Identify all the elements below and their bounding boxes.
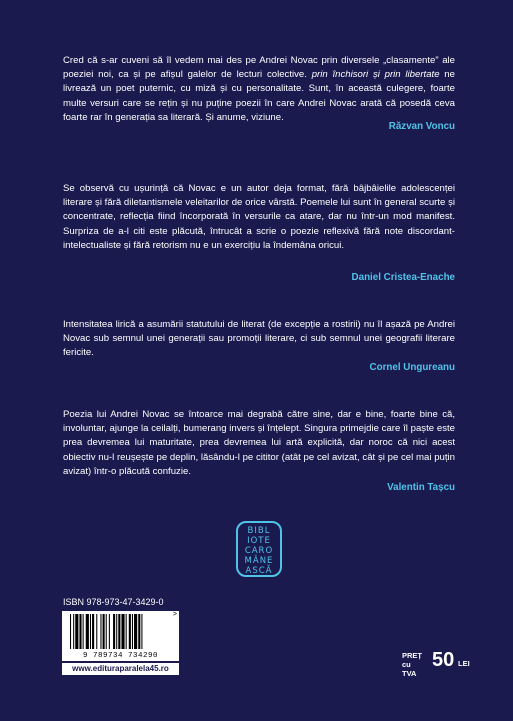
logo-line: BIBL [247, 526, 271, 536]
barcode [62, 611, 179, 661]
quote-author: Cornel Ungureanu [369, 362, 455, 373]
isbn-label: ISBN 978-973-47-3429-0 [63, 597, 164, 607]
barcode-mark: > [172, 611, 177, 618]
quote-paragraph: Se observă cu ușurință că Novac e un autor deja format, fără bâjbâielile adolescenței literare și fără diletantismele veleitarilor de orice vârstă. Poemele lui sunt în general scurte și concentrate, reflecția fiind încorporată în versurile ca atare, dar nu într-un mod manifest. Surpriza de a-l citi este plăcută, întrucât a scrie o poezie reflexivă fără note discordant-intelectualiste și fără retorism nu e un exercițiu la îndemâna oricui. [63, 183, 455, 251]
quote-paragraph: Intensitatea lirică a asumării statutului de literat (de excepție a rostirii) nu îl așază pe Andrei Novac sub semnul unei generații sau promoții literare, ci sub semnul unei geografii literare fericite. [63, 319, 455, 359]
quote-paragraph: Poezia lui Andrei Novac se întoarce mai degrabă către sine, dar e bine, foarte bine că, involuntar, ajunge la ceilalți, bumerang invers și înțelept. Singura primejdie care îl paște este prea devremea lui maturitate, prea devremea lui artă explicită, dar noroc că nici acest obiectiv nu-l reușește pe deplin, lăsându-l pe cititor (atât pe cel avizat, cât și pe cel mai puțin avizat) într-o plăcută confuzie. [63, 409, 455, 477]
price-label: PREȚ [402, 651, 423, 660]
logo-line: CARO [244, 546, 274, 556]
logo-line: IOTE [247, 536, 271, 546]
logo-line: ASCĂ [245, 566, 273, 576]
quote-author: Daniel Cristea-Enache [351, 272, 455, 283]
price-vat-label: cu TVA [402, 660, 417, 678]
quote-author: Valentin Tașcu [387, 482, 455, 493]
publisher-website[interactable]: www.edituraparalela45.ro [62, 663, 179, 675]
publisher-collection-logo [236, 521, 282, 577]
logo-line: MÂNE [244, 556, 274, 566]
price-amount: 50 [432, 649, 455, 671]
price-currency: LEI [458, 659, 470, 668]
barcode-digits: 9 789734 734290 [82, 652, 158, 660]
book-title: prin închisori și prin libertate [311, 69, 440, 81]
barcode-bars [62, 611, 179, 651]
quote-paragraph: Cred că s-ar cuveni să îl vedem mai des pe Andrei Novac prin diversele „clasamente” ale poeziei noi, ca și pe afișul galelor de lecturi colective. prin închisori și prin libertate ne livrează un poet puternic, cu miză și cu personalitate. Sunt, în această culegere, foarte multe versuri care se rețin și nu puține poezii în care Andrei Novac arată că posedă ceva foarte rar în generația sa literară. Și anume, viziune. [63, 55, 455, 123]
quote-author: Răzvan Voncu [388, 121, 455, 132]
